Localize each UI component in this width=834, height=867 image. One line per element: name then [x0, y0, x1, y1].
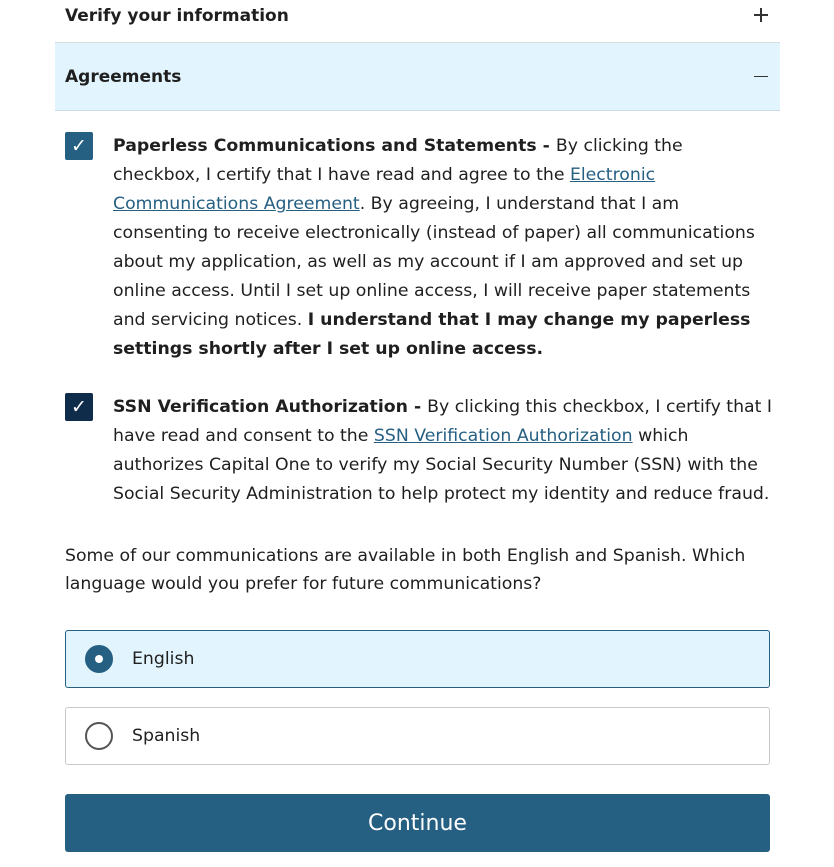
- check-icon: ✓: [71, 395, 87, 418]
- ssn-authorization-link[interactable]: SSN Verification Authorization: [373, 426, 633, 446]
- agreement-body: By clicking this checkbox, I certify that I have read and consent to the: [113, 397, 772, 446]
- radio-selected-icon[interactable]: [85, 645, 113, 673]
- ssn-checkbox[interactable]: [65, 393, 93, 421]
- agreement-paperless: [55, 132, 780, 364]
- application-form: [55, 0, 780, 852]
- agreement-bold-note: I understand that I may change my paperless settings shortly after I set up online access.: [113, 310, 751, 359]
- minus-icon[interactable]: [752, 68, 770, 86]
- continue-button[interactable]: Continue: [65, 794, 770, 852]
- radio-unselected-icon[interactable]: [85, 722, 113, 750]
- agreement-title: Paperless Communications and Statements: [113, 136, 537, 156]
- paperless-checkbox[interactable]: [65, 132, 93, 160]
- accordion-title: Verify your information: [65, 6, 289, 26]
- agreement-dash: -: [536, 136, 556, 156]
- accordion-title: Agreements: [65, 66, 182, 87]
- electronic-communications-link[interactable]: Electronic Communications Agreement: [113, 165, 656, 214]
- agreement-title: SSN Verification Authorization: [113, 397, 408, 417]
- language-question: Some of our communications are available in both English and Spanish. Which language would you prefer for future communications?: [65, 546, 746, 594]
- agreement-body: which authorizes Capital One to verify my Social Security Number (SSN) with the Social Security Administration to help protect my identity and reduce fraud.: [113, 426, 770, 504]
- agreement-text: [113, 132, 775, 364]
- agreement-body: . By agreeing, I understand that I am consenting to receive electronically (instead of paper) all communications about my application, as well as my account if I am approved and set up online access. Until I set up online access, I will receive paper statements and servicing notices.: [113, 194, 755, 330]
- plus-icon[interactable]: [752, 6, 770, 24]
- radio-option-spanish[interactable]: [65, 707, 770, 765]
- agreement-text: [113, 393, 775, 509]
- radio-label: Spanish: [132, 726, 201, 746]
- accordion-agreements[interactable]: [55, 43, 780, 111]
- accordion-verify-information[interactable]: [55, 0, 780, 43]
- agreement-body: By clicking the checkbox, I certify that I have read and agree to the: [113, 136, 683, 185]
- radio-label: English: [132, 649, 195, 669]
- agreement-ssn: [55, 393, 780, 509]
- check-icon: ✓: [71, 134, 87, 157]
- agreement-dash: -: [407, 397, 428, 417]
- radio-option-english[interactable]: [65, 630, 770, 688]
